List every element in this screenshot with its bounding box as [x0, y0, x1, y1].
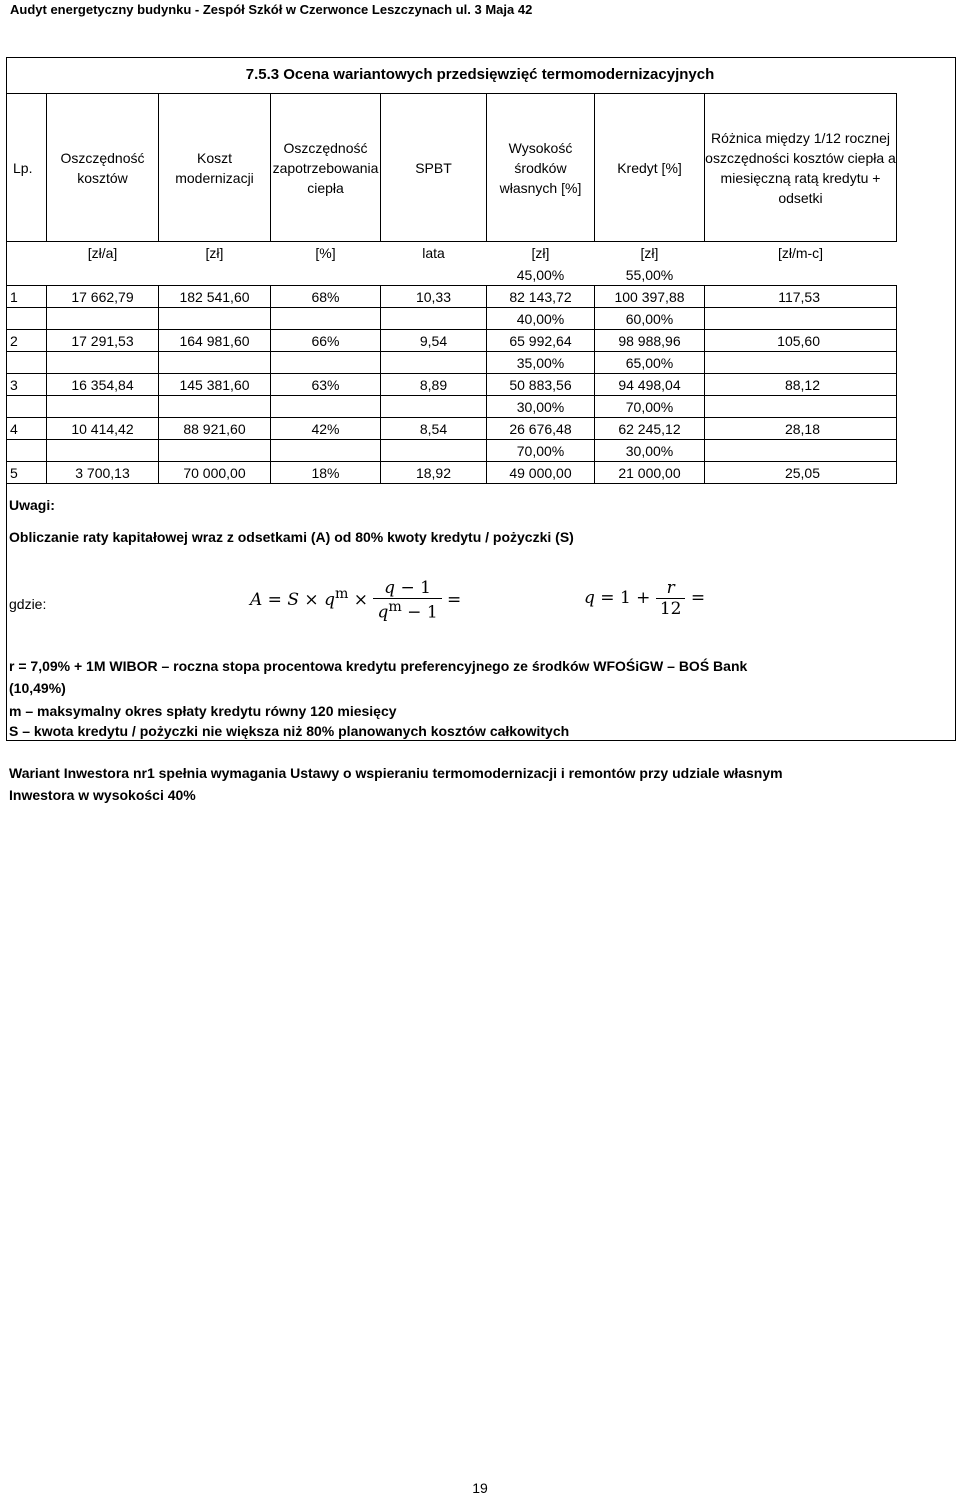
cell-own: 82 143,72 [487, 286, 595, 308]
cell-lp: 5 [7, 462, 47, 484]
cell-heat: 18% [271, 462, 381, 484]
cell-credit: 62 245,12 [595, 418, 705, 440]
conclusion-line-2: Inwestora w wysokości 40% [9, 787, 196, 803]
unit: lata [422, 245, 445, 261]
r-definition-rate: (10,49%) [9, 680, 66, 696]
cell-savings: 17 662,79 [47, 286, 159, 308]
col-own-funds: Wysokość środków własnych [%] [487, 94, 595, 242]
annuity-formula: $A = S \times q^m$ × $\frac{q - 1}{q^m - 1}$ = [250, 578, 462, 623]
col-savings: Oszczędność kosztów [47, 94, 159, 242]
credit-pct: 65,00% [595, 352, 705, 374]
col-lp: Lp. [7, 94, 47, 242]
percent-row [7, 352, 897, 374]
cell-spbt: 8,89 [381, 374, 487, 396]
r-definition: r = 7,09% + 1M WIBOR – roczna stopa procentowa kredytu preferencyjnego ze środków WFOŚiGW – BOŚ Bank [9, 658, 748, 674]
cell-spbt: 8,54 [381, 418, 487, 440]
cell-cost: 164 981,60 [159, 330, 271, 352]
col-difference: Różnica między 1/12 rocznej oszczędności kosztów ciepła a miesięczną ratą kredytu + odsetki [705, 94, 897, 242]
cell-diff: 88,12 [705, 374, 897, 396]
document-header: Audyt energetyczny budynku - Zespół Szkół w Czerwonce Leszczynach ul. 3 Maja 42 [10, 2, 533, 17]
cell-spbt: 10,33 [381, 286, 487, 308]
m-definition: m – maksymalny okres spłaty kredytu równy 120 miesięcy [9, 703, 397, 719]
cell-credit: 100 397,88 [595, 286, 705, 308]
cell-cost: 145 381,60 [159, 374, 271, 396]
cell-spbt: 18,92 [381, 462, 487, 484]
cell-heat: 66% [271, 330, 381, 352]
table-row [7, 418, 897, 440]
cell-savings: 17 291,53 [47, 330, 159, 352]
cell-credit: 21 000,00 [595, 462, 705, 484]
s-definition: S – kwota kredytu / pożyczki nie większa niż 80% planowanych kosztów całkowitych [9, 723, 570, 739]
section-title: 7.5.3 Ocena wariantowych przedsięwzięć termomodernizacyjnych [245, 66, 715, 83]
cell-credit: 98 988,96 [595, 330, 705, 352]
cell-own: 26 676,48 [487, 418, 595, 440]
cell-cost: 88 921,60 [159, 418, 271, 440]
table-row [7, 462, 897, 484]
cell-lp: 1 [7, 286, 47, 308]
unit: [%] [315, 245, 336, 261]
table-row [7, 286, 897, 308]
page-number: 19 [472, 1480, 488, 1496]
own-pct: 35,00% [487, 352, 595, 374]
credit-pct: 60,00% [595, 308, 705, 330]
credit-pct: 55,00% [625, 266, 674, 283]
cell-cost: 70 000,00 [159, 462, 271, 484]
percent-row [7, 396, 897, 418]
header-row [7, 94, 897, 242]
cell-spbt: 9,54 [381, 330, 487, 352]
unit: [zł/a] [87, 245, 118, 261]
cell-own: 65 992,64 [487, 330, 595, 352]
cell-heat: 68% [271, 286, 381, 308]
cell-lp: 3 [7, 374, 47, 396]
cell-diff: 28,18 [705, 418, 897, 440]
cell-savings: 16 354,84 [47, 374, 159, 396]
cell-heat: 63% [271, 374, 381, 396]
q-formula: q = 1 + $\frac{r}{12}$ = [584, 578, 706, 619]
col-cost: Koszt modernizacji [159, 94, 271, 242]
table-row [7, 330, 897, 352]
credit-pct: 70,00% [595, 396, 705, 418]
cell-diff: 117,53 [705, 286, 897, 308]
calc-description: Obliczanie raty kapitałowej wraz z odsetkami (A) od 80% kwoty kredytu / pożyczki (S) [9, 529, 574, 545]
own-pct: 70,00% [487, 440, 595, 462]
table-row [7, 374, 897, 396]
percent-row [7, 440, 897, 462]
cell-lp: 2 [7, 330, 47, 352]
variants-table [6, 93, 897, 484]
cell-own: 49 000,00 [487, 462, 595, 484]
cell-savings: 10 414,42 [47, 418, 159, 440]
cell-credit: 94 498,04 [595, 374, 705, 396]
percent-row [7, 308, 897, 330]
unit [7, 242, 47, 265]
cell-savings: 3 700,13 [47, 462, 159, 484]
own-pct: 30,00% [487, 396, 595, 418]
cell-heat: 42% [271, 418, 381, 440]
unit: [zł] [640, 245, 659, 261]
units-row [7, 242, 897, 265]
credit-pct: 30,00% [595, 440, 705, 462]
unit: [zł] [531, 245, 550, 261]
col-heat-savings: Oszczędność zapotrzebowania ciepła [271, 94, 381, 242]
own-pct: 45,00% [516, 266, 565, 283]
cell-lp: 4 [7, 418, 47, 440]
own-pct: 40,00% [487, 308, 595, 330]
unit: [zł/m-c] [777, 245, 824, 261]
conclusion-line-1: Wariant Inwestora nr1 spełnia wymagania Ustawy o wspieraniu termomodernizacji i remontów przy udziale własnym [9, 765, 783, 781]
col-credit: Kredyt [%] [595, 94, 705, 242]
unit: [zł] [205, 245, 224, 261]
cell-diff: 25,05 [705, 462, 897, 484]
cell-own: 50 883,56 [487, 374, 595, 396]
cell-cost: 182 541,60 [159, 286, 271, 308]
notes-label: Uwagi: [9, 497, 55, 513]
col-spbt: SPBT [381, 94, 487, 242]
where-label: gdzie: [9, 596, 47, 612]
percent-row [7, 264, 897, 286]
cell-diff: 105,60 [705, 330, 897, 352]
